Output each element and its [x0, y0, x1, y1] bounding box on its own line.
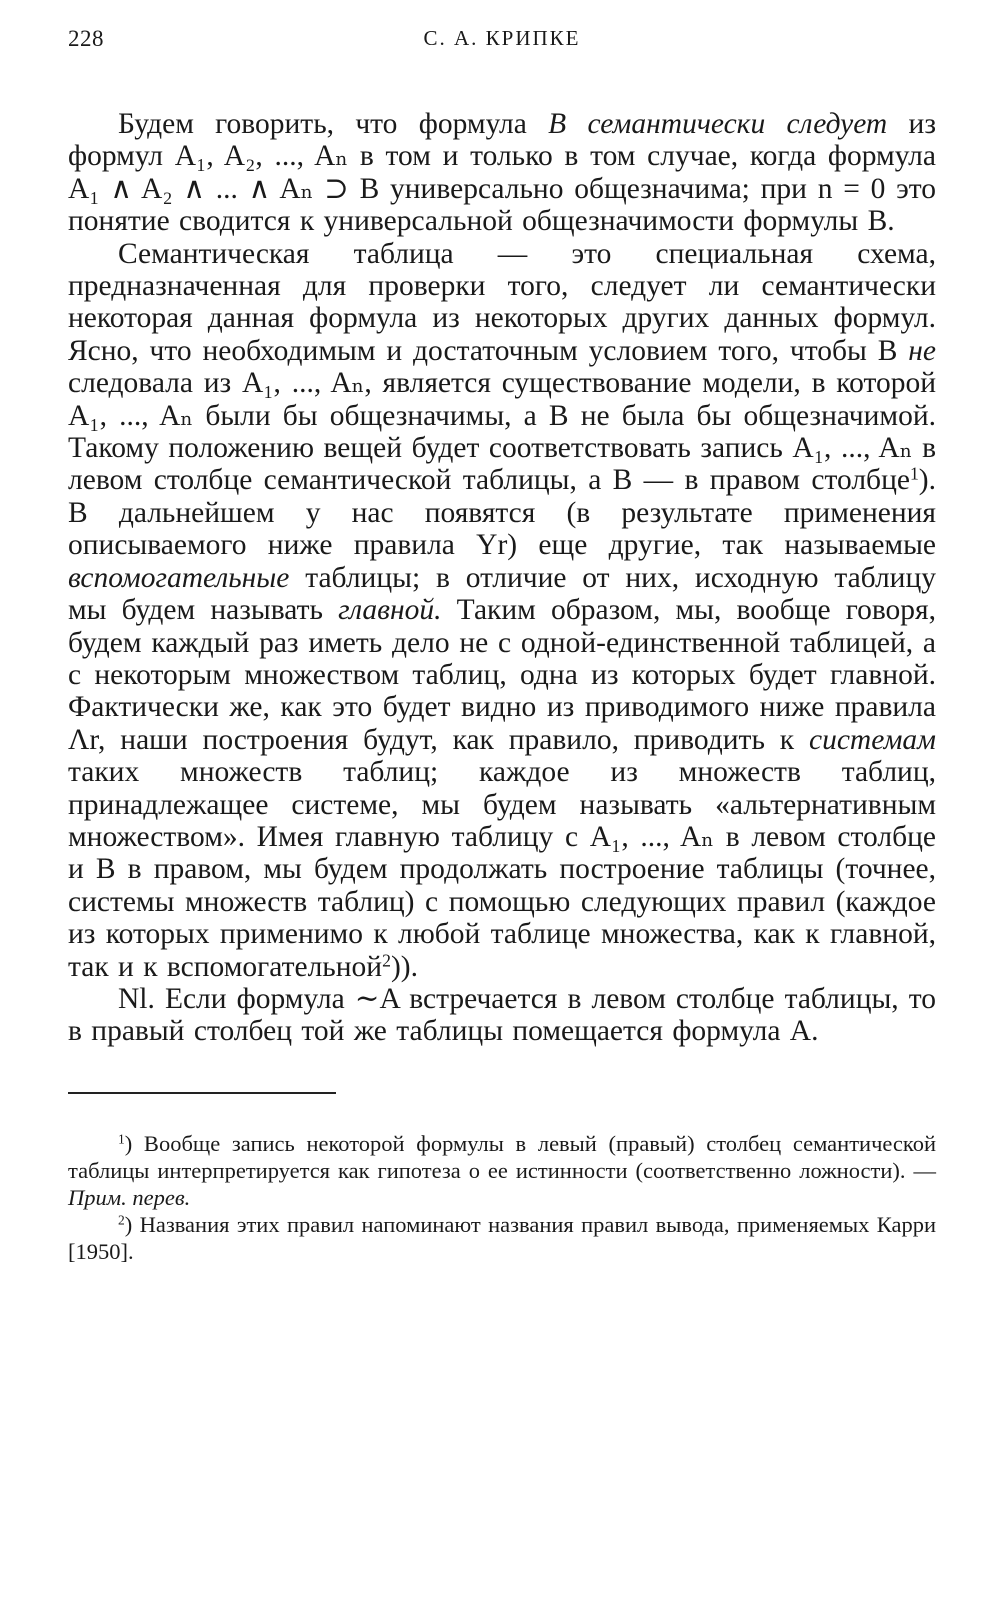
- paragraph-semantic-table: [68, 238, 936, 983]
- text-run: ). В дальнейшем у нас появятся (в результате применения описываемого ниже правила Yr) еще другие, так называемые: [68, 464, 936, 562]
- emphasis: вспомогательные: [68, 561, 290, 594]
- emphasis: главной.: [338, 594, 442, 627]
- footnote-ref-1[interactable]: 1: [909, 463, 919, 484]
- footnote-2: [68, 1211, 936, 1265]
- text-run: Таким образом, мы, вообще говоря, будем каждый раз иметь дело не с одной-единственной таблицей, а с некоторым множеством таблиц, одна из которых будет главной. Фактически же, как это будет видно из приводимого ниже правила Λr, наши построения будут, как правило, приводить к: [68, 594, 936, 756]
- footnote-separator: [68, 1092, 336, 1094]
- text-run: следовала из A₁, ..., Aₙ, является существование модели, в которой A₁, ..., Aₙ были бы общезначимы, а B не была бы общезначимой. Такому положению вещей будет соответствовать запись A₁, ..., Aₙ в левом столбце семантической таблицы, а B — в правом столбце: [68, 367, 936, 497]
- footnote-1: [68, 1130, 936, 1211]
- text-run: Будем говорить, что формула: [118, 108, 549, 140]
- footnote-text: ) Вообще запись некоторой формулы в левый (правый) столбец семантической таблицы интерпретируется как гипотеза о ее истинности (соответственно ложности). —: [68, 1130, 936, 1183]
- text-run: таких множеств таблиц; каждое из множеств таблиц, принадлежащее системе, мы будем называть «альтернативным множеством». Имея главную таблицу с A₁, ..., Aₙ в левом столбце и B в правом, мы будем продолжать построение таблицы (точнее, системы множеств таблиц) с помощью следующих правил (каждое из которых применимо к любой таблице множества, как к главной, так и к вспомогательной: [68, 756, 936, 983]
- text-run: Семантическая таблица — это специальная схема, предназначенная для проверки того, следует ли семантически некоторая данная формула из некоторых других данных формул. Ясно, что необходимым и достаточным условием того, чтобы B: [68, 237, 936, 367]
- paragraph-rule-nl: Nl. Если формула ∼A встречается в левом столбце таблицы, то в правый столбец той же таблицы помещается формула A.: [68, 982, 936, 1048]
- translator-note: Прим. перев.: [68, 1184, 191, 1210]
- footnote-text: ) Названия этих правил напоминают названия правил вывода, применяемых Карри [1950].: [68, 1211, 936, 1264]
- main-text: [68, 108, 936, 1048]
- footnote-ref-2[interactable]: 2: [382, 949, 391, 970]
- running-title: С. А. КРИПКЕ: [423, 26, 581, 50]
- footnotes: [68, 1130, 936, 1265]
- emphasis: не: [908, 334, 936, 367]
- footnote-mark: 2: [118, 1212, 125, 1228]
- page-number: 228: [68, 26, 104, 51]
- page-header: [68, 24, 936, 60]
- text-run: таблицы; в отличие от них, исходную таблицу мы будем называть: [68, 561, 936, 627]
- page: [68, 24, 936, 1265]
- emphasis: B семантически следует: [548, 108, 888, 140]
- footnote-mark: 1: [118, 1131, 125, 1147]
- text-run: )).: [390, 950, 418, 983]
- emphasis: системам: [808, 723, 936, 756]
- text-run: из формул A₁, A₂, ..., Aₙ в том и только в том случае, когда формула A₁ ∧ A₂ ∧ ... ∧ Aₙ ⊃ B универсально общезначима; при n = 0 это понятие сводится к универсальной общезначимости формулы B.: [68, 108, 936, 238]
- paragraph-definition: [68, 108, 936, 238]
